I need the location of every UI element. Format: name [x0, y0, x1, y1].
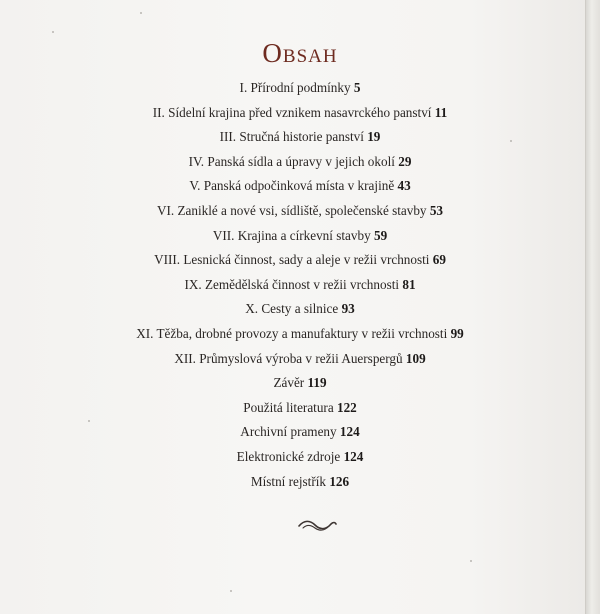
- toc-entry-label: VI. Zaniklé a nové vsi, sídliště, společenské stavby: [156, 202, 427, 218]
- paper-speck: [52, 31, 54, 33]
- toc-entry: [0, 248, 600, 273]
- toc-entry-label: Elektronické zdroje: [236, 448, 341, 464]
- toc-entry-label: Archivní prameny: [240, 424, 337, 440]
- toc-entry-page-number: 109: [405, 350, 426, 366]
- toc-entry: [0, 347, 600, 372]
- toc-entry-page-number: 5: [353, 80, 361, 95]
- toc-entry-page-number: 126: [329, 473, 350, 489]
- toc-entry: [0, 273, 600, 298]
- toc-entry: [0, 174, 600, 199]
- toc-entry-label: Použitá literatura: [243, 399, 334, 415]
- page-title: Obsah: [262, 38, 338, 68]
- toc-entry: [0, 371, 600, 396]
- toc-entry-page-number: 11: [434, 104, 448, 120]
- toc-entry-page-number: 69: [432, 252, 446, 268]
- toc-entry-label: VII. Krajina a církevní stavby: [212, 227, 371, 243]
- toc-entry-page-number: 59: [373, 227, 388, 243]
- toc-entry: [0, 297, 600, 322]
- toc-entry-page-number: 99: [450, 325, 464, 341]
- toc-entry-page-number: 124: [343, 448, 364, 464]
- toc-entry: [0, 396, 600, 421]
- toc-entry-page-number: 53: [429, 202, 444, 218]
- toc-entry-page-number: 124: [339, 424, 360, 440]
- toc-entry-page-number: 93: [341, 301, 355, 317]
- toc-entry: [0, 322, 600, 347]
- toc-entry: [0, 150, 600, 175]
- toc-entry: [0, 199, 600, 224]
- toc-entry-label: III. Stručná historie panství: [219, 129, 364, 145]
- toc-entry-label: Místní rejstřík: [250, 473, 327, 489]
- toc-entry: [0, 224, 600, 249]
- toc-entry: [0, 420, 600, 445]
- toc-entry-label: XI. Těžba, drobné provozy a manufaktury v režii vrchnosti: [136, 325, 448, 341]
- toc-entry-page-number: 122: [336, 399, 357, 415]
- toc-entry-page-number: 29: [398, 153, 412, 169]
- toc-entry: [0, 76, 600, 101]
- toc-entry: [0, 101, 600, 126]
- paper-speck: [140, 12, 142, 14]
- toc-entry-label: IV. Panská sídla a úpravy v jejich okolí: [188, 153, 395, 169]
- toc-entry: [0, 470, 600, 495]
- toc-entry-label: XII. Průmyslová výroba v režii Auerspergů: [174, 350, 403, 366]
- toc-entry: [0, 125, 600, 150]
- toc-entry-page-number: 119: [307, 375, 327, 391]
- toc-entry-label: VIII. Lesnická činnost, sady a aleje v režii vrchnosti: [154, 252, 430, 268]
- toc-entry-label: I. Přírodní podmínky: [239, 80, 351, 95]
- toc-entry-label: X. Cesty a silnice: [245, 301, 339, 317]
- table-of-contents: [0, 76, 600, 494]
- toc-entry: [0, 445, 600, 470]
- toc-entry-page-number: 81: [402, 276, 416, 292]
- toc-entry-page-number: 43: [397, 178, 411, 194]
- swash-ornament-icon: [297, 517, 337, 533]
- toc-entry-label: V. Panská odpočinková místa v krajině: [189, 178, 395, 194]
- toc-entry-page-number: 19: [367, 129, 381, 145]
- paper-speck: [470, 560, 472, 562]
- toc-entry-label: II. Sídelní krajina před vznikem nasavrckého panství: [152, 104, 432, 120]
- toc-entry-label: IX. Zemědělská činnost v režii vrchnosti: [184, 276, 400, 292]
- toc-entry-label: Závěr: [273, 375, 305, 391]
- paper-speck: [230, 590, 232, 592]
